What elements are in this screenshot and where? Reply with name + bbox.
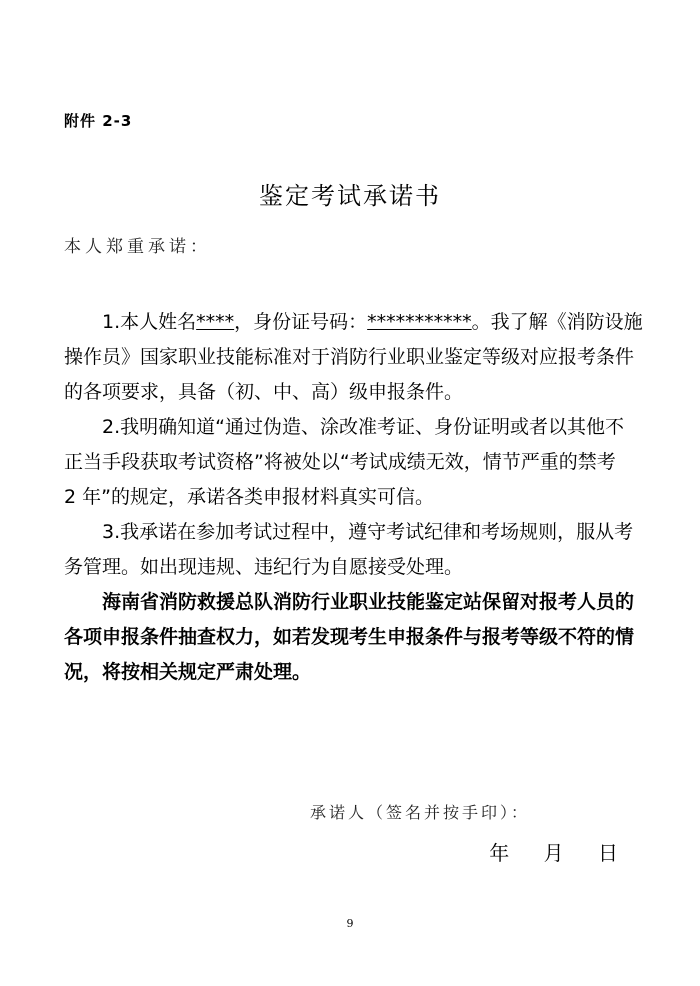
document-title: 鉴定考试承诺书: [259, 182, 441, 210]
item1-line3: 的各项要求，具备（初、中、高）级申报条件。: [64, 381, 464, 403]
id-number-field: ***********: [367, 311, 472, 333]
name-field: ****: [196, 311, 235, 333]
item1-line2: 操作员》国家职业技能标准对于消防行业职业鉴定等级对应报考条件: [64, 346, 635, 368]
commitment-body: [64, 305, 643, 690]
notice-line2: 各项申报条件抽查权力，如若发现考生申报条件与报考等级不符的情: [64, 626, 635, 648]
item1-text-c: 。我了解《消防设施: [471, 311, 643, 333]
item3-line1: 3.我承诺在参加考试过程中，遵守考试纪律和考场规则，服从考: [102, 521, 634, 543]
attachment-label: 附件 2-3: [64, 112, 133, 130]
date-label: 年 月 日: [489, 841, 632, 865]
item3-line2: 务管理。如出现违规、违纪行为自愿接受处理。: [64, 556, 464, 578]
intro-text: 本人郑重承诺：: [64, 237, 211, 257]
item2-line3: 2 年”的规定，承诺各类申报材料真实可信。: [64, 486, 434, 508]
notice-line1: 海南省消防救援总队消防行业职业技能鉴定站保留对报考人员的: [102, 591, 635, 613]
item1-line1: [64, 305, 643, 340]
item1-text-a: 1.本人姓名: [102, 311, 197, 333]
item2-line2: 正当手段获取考试资格”将被处以“考试成绩无效，情节严重的禁考: [64, 451, 616, 473]
notice-line3: 况，将按相关规定严肃处理。: [64, 661, 312, 683]
item2-line1: 2.我明确知道“通过伪造、涂改准考证、身份证明或者以其他不: [102, 416, 624, 438]
page-number: 9: [346, 917, 354, 930]
signer-label: 承诺人（签名并按手印）：: [310, 803, 531, 822]
item1-text-b: ，身份证号码：: [234, 311, 368, 333]
